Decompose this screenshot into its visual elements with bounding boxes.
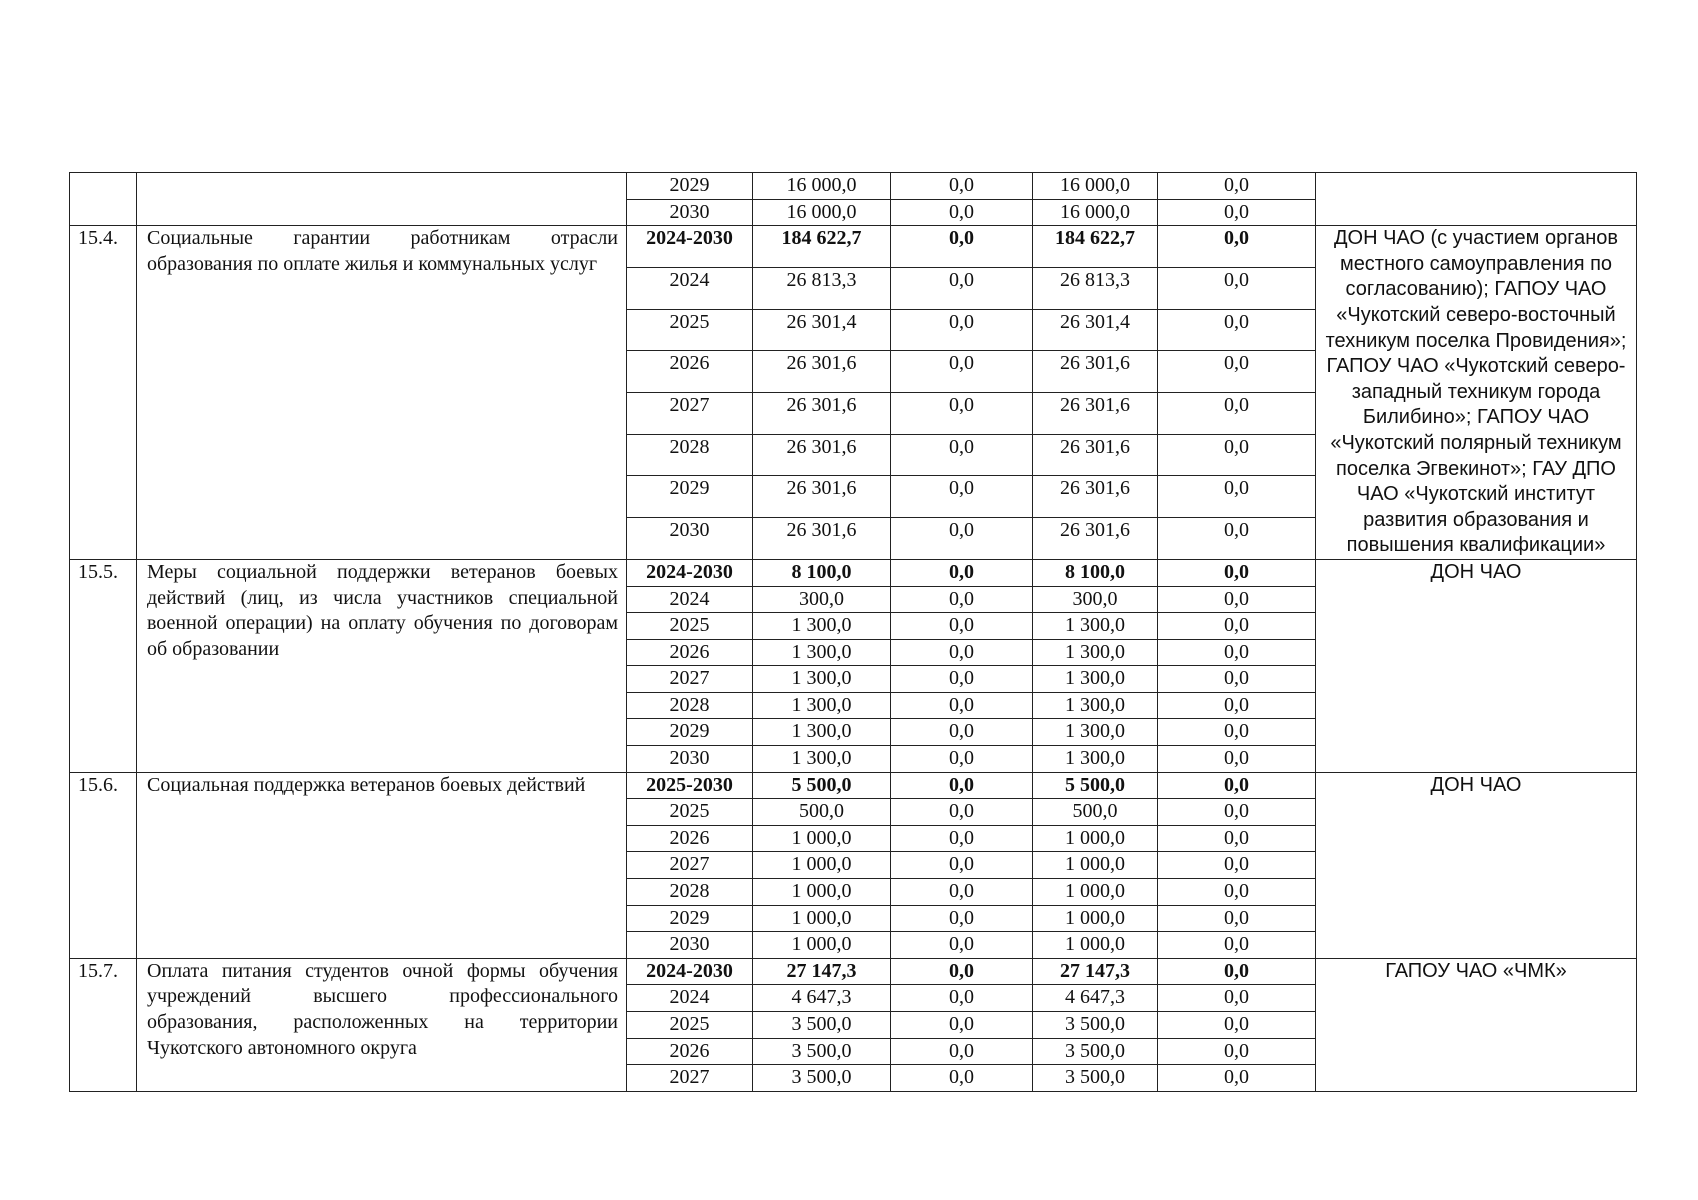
- federal-budget-cell: 0,0: [891, 799, 1033, 826]
- total-amount-cell: 27 147,3: [753, 958, 891, 985]
- regional-budget-cell: 26 301,6: [1033, 351, 1158, 393]
- year-cell: 2024: [627, 985, 753, 1012]
- year-cell: 2025-2030: [627, 772, 753, 799]
- federal-budget-cell: 0,0: [891, 393, 1033, 435]
- other-sources-cell: 0,0: [1158, 267, 1316, 309]
- regional-budget-cell: 3 500,0: [1033, 1038, 1158, 1065]
- other-sources-cell: 0,0: [1158, 719, 1316, 746]
- regional-budget-cell: 3 500,0: [1033, 1012, 1158, 1039]
- regional-budget-cell: 26 301,6: [1033, 434, 1158, 476]
- item-description: Меры социальной поддержки ветеранов боевых действий (лиц, из числа участников специальной военной операции) на оплату обучения по договорам об образовании: [137, 559, 627, 772]
- total-amount-cell: 26 301,6: [753, 351, 891, 393]
- total-amount-cell: 184 622,7: [753, 226, 891, 268]
- federal-budget-cell: 0,0: [891, 586, 1033, 613]
- federal-budget-cell: 0,0: [891, 746, 1033, 773]
- total-amount-cell: 3 500,0: [753, 1065, 891, 1092]
- total-amount-cell: 26 301,6: [753, 393, 891, 435]
- regional-budget-cell: 500,0: [1033, 799, 1158, 826]
- federal-budget-cell: 0,0: [891, 852, 1033, 879]
- federal-budget-cell: 0,0: [891, 905, 1033, 932]
- federal-budget-cell: 0,0: [891, 309, 1033, 351]
- federal-budget-cell: 0,0: [891, 518, 1033, 560]
- other-sources-cell: 0,0: [1158, 1012, 1316, 1039]
- year-cell: 2025: [627, 613, 753, 640]
- other-sources-cell: 0,0: [1158, 613, 1316, 640]
- total-row: [70, 958, 1637, 985]
- total-amount-cell: 1 000,0: [753, 879, 891, 906]
- total-amount-cell: 1 300,0: [753, 719, 891, 746]
- regional-budget-cell: 16 000,0: [1033, 199, 1158, 226]
- total-amount-cell: 500,0: [753, 799, 891, 826]
- regional-budget-cell: 1 000,0: [1033, 825, 1158, 852]
- responsible-executor: ГАПОУ ЧАО «ЧМК»: [1316, 958, 1637, 1091]
- other-sources-cell: 0,0: [1158, 852, 1316, 879]
- federal-budget-cell: 0,0: [891, 434, 1033, 476]
- total-row: [70, 559, 1637, 586]
- other-sources-cell: 0,0: [1158, 746, 1316, 773]
- year-cell: 2026: [627, 1038, 753, 1065]
- year-cell: 2030: [627, 518, 753, 560]
- federal-budget-cell: 0,0: [891, 199, 1033, 226]
- year-cell: 2030: [627, 746, 753, 773]
- total-amount-cell: 26 813,3: [753, 267, 891, 309]
- total-amount-cell: 1 300,0: [753, 613, 891, 640]
- federal-budget-cell: 0,0: [891, 692, 1033, 719]
- year-cell: 2028: [627, 434, 753, 476]
- other-sources-cell: 0,0: [1158, 199, 1316, 226]
- federal-budget-cell: 0,0: [891, 476, 1033, 518]
- regional-budget-cell: 184 622,7: [1033, 226, 1158, 268]
- federal-budget-cell: 0,0: [891, 932, 1033, 959]
- total-amount-cell: 300,0: [753, 586, 891, 613]
- total-amount-cell: 1 300,0: [753, 639, 891, 666]
- other-sources-cell: 0,0: [1158, 476, 1316, 518]
- other-sources-cell: 0,0: [1158, 666, 1316, 693]
- federal-budget-cell: 0,0: [891, 559, 1033, 586]
- item-number: 15.7.: [70, 958, 137, 1091]
- regional-budget-cell: 26 301,6: [1033, 476, 1158, 518]
- total-amount-cell: 26 301,4: [753, 309, 891, 351]
- year-cell: 2026: [627, 825, 753, 852]
- total-amount-cell: 5 500,0: [753, 772, 891, 799]
- other-sources-cell: 0,0: [1158, 958, 1316, 985]
- regional-budget-cell: 3 500,0: [1033, 1065, 1158, 1092]
- total-amount-cell: 1 000,0: [753, 825, 891, 852]
- total-amount-cell: 1 300,0: [753, 692, 891, 719]
- year-cell: 2026: [627, 351, 753, 393]
- total-row: [70, 772, 1637, 799]
- total-amount-cell: 3 500,0: [753, 1038, 891, 1065]
- other-sources-cell: 0,0: [1158, 226, 1316, 268]
- other-sources-cell: 0,0: [1158, 559, 1316, 586]
- other-sources-cell: 0,0: [1158, 351, 1316, 393]
- other-sources-cell: 0,0: [1158, 879, 1316, 906]
- year-cell: 2027: [627, 666, 753, 693]
- total-amount-cell: 16 000,0: [753, 199, 891, 226]
- regional-budget-cell: 8 100,0: [1033, 559, 1158, 586]
- other-sources-cell: 0,0: [1158, 772, 1316, 799]
- year-cell: 2024-2030: [627, 559, 753, 586]
- federal-budget-cell: 0,0: [891, 825, 1033, 852]
- regional-budget-cell: 1 000,0: [1033, 852, 1158, 879]
- regional-budget-cell: 26 301,4: [1033, 309, 1158, 351]
- year-cell: 2024-2030: [627, 226, 753, 268]
- item-description: Социальные гарантии работникам отрасли образования по оплате жилья и коммунальных услуг: [137, 226, 627, 560]
- item-number-cell: [70, 173, 137, 226]
- other-sources-cell: 0,0: [1158, 586, 1316, 613]
- other-sources-cell: 0,0: [1158, 393, 1316, 435]
- regional-budget-cell: 1 300,0: [1033, 692, 1158, 719]
- total-amount-cell: 16 000,0: [753, 173, 891, 200]
- responsible-cell: [1316, 173, 1637, 226]
- regional-budget-cell: 5 500,0: [1033, 772, 1158, 799]
- total-amount-cell: 1 300,0: [753, 666, 891, 693]
- other-sources-cell: 0,0: [1158, 825, 1316, 852]
- item-number: 15.6.: [70, 772, 137, 958]
- federal-budget-cell: 0,0: [891, 639, 1033, 666]
- year-cell: 2024: [627, 586, 753, 613]
- responsible-executor: ДОН ЧАО: [1316, 772, 1637, 958]
- year-cell: 2025: [627, 309, 753, 351]
- total-amount-cell: 26 301,6: [753, 518, 891, 560]
- year-cell: 2029: [627, 719, 753, 746]
- total-amount-cell: 1 000,0: [753, 905, 891, 932]
- regional-budget-cell: 300,0: [1033, 586, 1158, 613]
- regional-budget-cell: 16 000,0: [1033, 173, 1158, 200]
- item-number: 15.4.: [70, 226, 137, 560]
- total-amount-cell: 26 301,6: [753, 476, 891, 518]
- other-sources-cell: 0,0: [1158, 905, 1316, 932]
- year-cell: 2024: [627, 267, 753, 309]
- total-amount-cell: 4 647,3: [753, 985, 891, 1012]
- funding-table: [69, 172, 1637, 1092]
- total-amount-cell: 1 300,0: [753, 746, 891, 773]
- federal-budget-cell: 0,0: [891, 1012, 1033, 1039]
- year-cell: 2027: [627, 852, 753, 879]
- federal-budget-cell: 0,0: [891, 267, 1033, 309]
- federal-budget-cell: 0,0: [891, 613, 1033, 640]
- federal-budget-cell: 0,0: [891, 879, 1033, 906]
- regional-budget-cell: 26 813,3: [1033, 267, 1158, 309]
- item-description-cell: [137, 173, 627, 226]
- other-sources-cell: 0,0: [1158, 639, 1316, 666]
- regional-budget-cell: 1 000,0: [1033, 879, 1158, 906]
- table-row: [70, 173, 1637, 200]
- year-cell: 2025: [627, 1012, 753, 1039]
- other-sources-cell: 0,0: [1158, 932, 1316, 959]
- other-sources-cell: 0,0: [1158, 1065, 1316, 1092]
- total-amount-cell: 8 100,0: [753, 559, 891, 586]
- total-row: [70, 226, 1637, 268]
- federal-budget-cell: 0,0: [891, 985, 1033, 1012]
- total-amount-cell: 1 000,0: [753, 852, 891, 879]
- total-amount-cell: 1 000,0: [753, 932, 891, 959]
- year-cell: 2029: [627, 905, 753, 932]
- year-cell: 2029: [627, 476, 753, 518]
- federal-budget-cell: 0,0: [891, 666, 1033, 693]
- regional-budget-cell: 1 000,0: [1033, 905, 1158, 932]
- regional-budget-cell: 27 147,3: [1033, 958, 1158, 985]
- other-sources-cell: 0,0: [1158, 173, 1316, 200]
- federal-budget-cell: 0,0: [891, 351, 1033, 393]
- item-description: Оплата питания студентов очной формы обучения учреждений высшего профессионального образования, расположенных на территории Чукотского автономного округа: [137, 958, 627, 1091]
- regional-budget-cell: 1 300,0: [1033, 746, 1158, 773]
- responsible-executor: ДОН ЧАО: [1316, 559, 1637, 772]
- responsible-executor: ДОН ЧАО (с участием органов местного самоуправления по согласованию); ГАПОУ ЧАО «Чукотский северо-восточный техникум поселка Провидения»; ГАПОУ ЧАО «Чукотский северо-западный техникум города Билибино»; ГАПОУ ЧАО «Чукотский полярный техникум поселка Эгвекинот»; ГАУ ДПО ЧАО «Чукотский институт развития образования и повышения квалификации»: [1316, 226, 1637, 560]
- regional-budget-cell: 1 000,0: [1033, 932, 1158, 959]
- item-description: Социальная поддержка ветеранов боевых действий: [137, 772, 627, 958]
- other-sources-cell: 0,0: [1158, 985, 1316, 1012]
- year-cell: 2028: [627, 692, 753, 719]
- year-cell: 2024-2030: [627, 958, 753, 985]
- regional-budget-cell: 1 300,0: [1033, 613, 1158, 640]
- regional-budget-cell: 26 301,6: [1033, 393, 1158, 435]
- year-cell: 2027: [627, 1065, 753, 1092]
- other-sources-cell: 0,0: [1158, 799, 1316, 826]
- year-cell: 2026: [627, 639, 753, 666]
- federal-budget-cell: 0,0: [891, 226, 1033, 268]
- other-sources-cell: 0,0: [1158, 434, 1316, 476]
- year-cell: 2028: [627, 879, 753, 906]
- year-cell: 2030: [627, 932, 753, 959]
- regional-budget-cell: 1 300,0: [1033, 666, 1158, 693]
- year-cell: 2027: [627, 393, 753, 435]
- federal-budget-cell: 0,0: [891, 1065, 1033, 1092]
- federal-budget-cell: 0,0: [891, 719, 1033, 746]
- other-sources-cell: 0,0: [1158, 309, 1316, 351]
- regional-budget-cell: 26 301,6: [1033, 518, 1158, 560]
- other-sources-cell: 0,0: [1158, 1038, 1316, 1065]
- federal-budget-cell: 0,0: [891, 173, 1033, 200]
- year-cell: 2030: [627, 199, 753, 226]
- federal-budget-cell: 0,0: [891, 958, 1033, 985]
- regional-budget-cell: 1 300,0: [1033, 719, 1158, 746]
- regional-budget-cell: 4 647,3: [1033, 985, 1158, 1012]
- total-amount-cell: 26 301,6: [753, 434, 891, 476]
- federal-budget-cell: 0,0: [891, 772, 1033, 799]
- year-cell: 2025: [627, 799, 753, 826]
- total-amount-cell: 3 500,0: [753, 1012, 891, 1039]
- other-sources-cell: 0,0: [1158, 692, 1316, 719]
- item-number: 15.5.: [70, 559, 137, 772]
- other-sources-cell: 0,0: [1158, 518, 1316, 560]
- regional-budget-cell: 1 300,0: [1033, 639, 1158, 666]
- federal-budget-cell: 0,0: [891, 1038, 1033, 1065]
- year-cell: 2029: [627, 173, 753, 200]
